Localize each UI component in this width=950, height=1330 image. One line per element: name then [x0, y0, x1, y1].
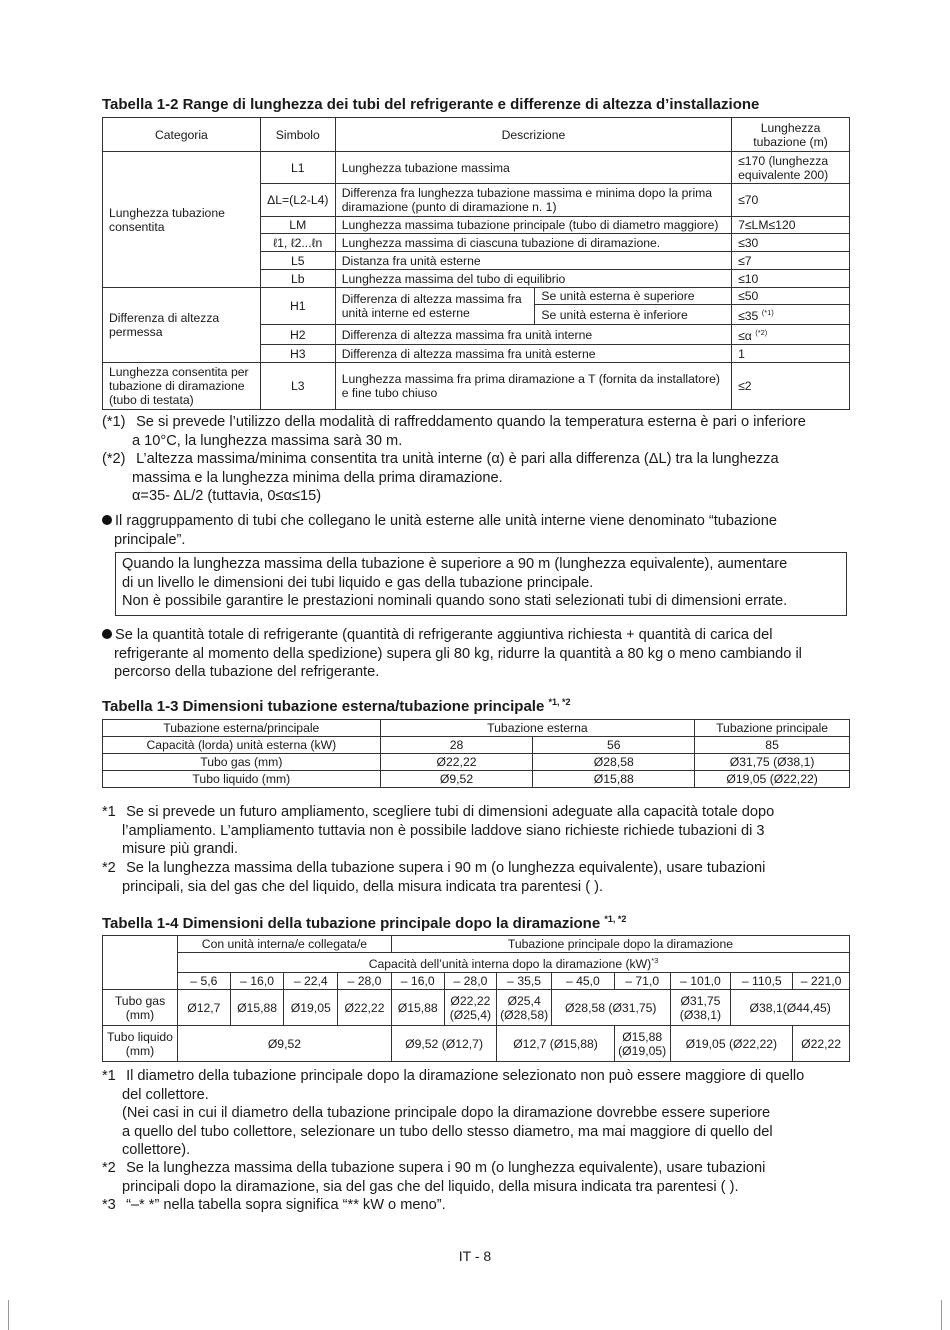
- category-cell: Differenza di altezza permessa: [103, 288, 261, 363]
- header-cell: Con unità interna/e collegata/e: [178, 936, 392, 953]
- table-cell: Ø9,52: [178, 1026, 392, 1062]
- header-descrizione: Descrizione: [335, 118, 731, 152]
- column-header: – 35,5: [497, 973, 552, 990]
- table-cell: Ø22,22 (Ø25,4): [444, 990, 497, 1026]
- category-cell: Lunghezza consentita per tubazione di diramazione (tubo di testata): [103, 363, 261, 410]
- description-cell: Differenza fra lunghezza tubazione massima e minima dopo la prima diramazione (punto di diramazione n. 1): [335, 184, 731, 217]
- row-label: Tubo gas (mm): [103, 990, 178, 1026]
- table-1-2: [102, 117, 850, 410]
- value-cell: ≤70: [732, 184, 850, 217]
- table-cell: Ø19,05 (Ø22,22): [670, 1026, 793, 1062]
- table-cell: Ø31,75 (Ø38,1): [695, 754, 850, 771]
- table-cell: Ø15,88: [230, 990, 284, 1026]
- empty-corner-cell: [103, 936, 178, 990]
- category-cell: Lunghezza tubazione consentita: [103, 152, 261, 288]
- row-label: Capacità (lorda) unità esterna (kW): [103, 737, 381, 754]
- value-cell: ≤170 (lunghezza equivalente 200): [732, 152, 850, 184]
- value-cell: ≤50: [732, 288, 850, 305]
- description-cell: Lunghezza tubazione massima: [335, 152, 731, 184]
- column-header: – 71,0: [614, 973, 670, 990]
- bullet-dot-icon: [102, 629, 112, 639]
- table-cell: 28: [380, 737, 533, 754]
- bullet-dot-icon: [102, 515, 112, 525]
- table-cell: Ø9,52 (Ø12,7): [391, 1026, 496, 1062]
- warning-box: Quando la lunghezza massima della tubazione è superiore a 90 m (lunghezza equivalente), aumentare di un livello le dimensioni dei tubi liquido e gas della tubazione principale. Non è possibile garantire le prestazioni nominali quando sono stati selezionati tubi di dimensioni errate.: [115, 552, 847, 616]
- symbol-cell: LM: [260, 217, 335, 234]
- table-cell: Ø25,4 (Ø28,58): [497, 990, 552, 1026]
- column-header: – 28,0: [444, 973, 497, 990]
- note-table-1-3-star-2: *2 Se la lunghezza massima della tubazione supera i 90 m (o lunghezza equivalente), usare tubazioni principali, sia del gas che del liquido, della misura indicata tra parentesi ( ).: [102, 860, 766, 895]
- column-header: – 45,0: [551, 973, 614, 990]
- table-1-4-title: Tabella 1-4 Dimensioni della tubazione principale dopo la diramazione $^{*1, *2}$: [102, 914, 627, 932]
- note-table-1-4-star-3: *3 “–* *” nella tabella sopra significa “** kW o meno”.: [102, 1197, 446, 1213]
- value-cell: ≤7: [732, 252, 850, 270]
- page-number: IT - 8: [458, 1248, 492, 1264]
- header-cell: Tubazione esterna: [380, 720, 695, 737]
- table-cell: Ø38,1(Ø44,45): [731, 990, 850, 1026]
- table-cell: Ø31,75 (Ø38,1): [670, 990, 731, 1026]
- note-star-2: (*2) L’altezza massima/minima consentita tra unità interne (α) è pari alla differenza (ΔL) tra la lunghezza massima e la lunghezza minima della prima diramazione. α=35- ΔL/2 (tuttavia, 0≤α≤15): [102, 451, 779, 504]
- symbol-cell: ℓ1, ℓ2...ℓn: [260, 234, 335, 252]
- header-lunghezza: Lunghezza tubazione (m): [732, 118, 850, 152]
- table-cell: Ø19,05: [284, 990, 338, 1026]
- note-table-1-3-star-1: *1 Se si prevede un futuro ampliamento, scegliere tubi di dimensioni adeguate alla capacità totale dopo l’ampliamento. L’ampliamento tuttavia non è possibile laddove siano richieste richiede tubazioni di 3 misure più grandi.: [102, 804, 775, 857]
- value-cell: ≤2: [732, 363, 850, 410]
- column-header: – 101,0: [670, 973, 731, 990]
- table-cell: Ø12,7 (Ø15,88): [497, 1026, 615, 1062]
- value-cell: ≤α $^{(*2)}$: [732, 325, 850, 345]
- note-table-1-4-star-2: *2 Se la lunghezza massima della tubazione supera i 90 m (o lunghezza equivalente), usare tubazioni principali dopo la diramazione, sia del gas che del liquido, della misura indicata tra parentesi ( ).: [102, 1160, 766, 1195]
- symbol-cell: ΔL=(L2-L4): [260, 184, 335, 217]
- value-cell: ≤35 $^{(*1)}$: [732, 305, 850, 325]
- description-cell: Distanza fra unità esterne: [335, 252, 731, 270]
- value-cell: 7≤LM≤120: [732, 217, 850, 234]
- table-cell: Ø22,22: [793, 1026, 850, 1062]
- table-cell: Ø28,58: [533, 754, 695, 771]
- row-label: Tubo gas (mm): [103, 754, 381, 771]
- description-cell: Differenza di altezza massima fra unità interne ed esterne: [335, 288, 535, 325]
- column-header: – 16,0: [391, 973, 444, 990]
- symbol-cell: L3: [260, 363, 335, 410]
- note-star-1: (*1) Se si prevede l’utilizzo della modalità di raffreddamento quando la temperatura esterna è pari o inferiore a 10°C, la lunghezza massima sarà 30 m.: [102, 414, 806, 449]
- column-header: – 28,0: [338, 973, 392, 990]
- symbol-cell: H3: [260, 345, 335, 363]
- header-cell: Tubazione principale: [695, 720, 850, 737]
- table-1-4: [102, 935, 850, 1062]
- header-cell: Tubazione esterna/principale: [103, 720, 381, 737]
- table-cell: 85: [695, 737, 850, 754]
- symbol-cell: Lb: [260, 270, 335, 288]
- description-cell: Lunghezza massima fra prima diramazione a T (fornita da installatore) e fine tubo chiuso: [335, 363, 731, 410]
- table-cell: Ø19,05 (Ø22,22): [695, 771, 850, 788]
- description-cell: Differenza di altezza massima fra unità interne: [335, 325, 731, 345]
- row-label: Tubo liquido (mm): [103, 771, 381, 788]
- description-cell: Lunghezza massima tubazione principale (tubo di diametro maggiore): [335, 217, 731, 234]
- symbol-cell: H1: [260, 288, 335, 325]
- table-1-3-title: Tabella 1-3 Dimensioni tubazione esterna/tubazione principale $^{*1, *2}$: [102, 697, 571, 715]
- description-cell: Differenza di altezza massima fra unità esterne: [335, 345, 731, 363]
- column-header: – 5,6: [178, 973, 231, 990]
- value-cell: ≤30: [732, 234, 850, 252]
- table-cell: Ø28,58 (Ø31,75): [551, 990, 670, 1026]
- table-cell: Ø15,88: [533, 771, 695, 788]
- crop-mark: [8, 1300, 9, 1330]
- symbol-cell: H2: [260, 325, 335, 345]
- table-cell: Ø12,7: [178, 990, 231, 1026]
- sub-description-cell: Se unità esterna è inferiore: [535, 305, 732, 325]
- row-label: Tubo liquido (mm): [103, 1026, 178, 1062]
- table-1-3: [102, 719, 850, 788]
- table-cell: Ø22,22: [380, 754, 533, 771]
- symbol-cell: L5: [260, 252, 335, 270]
- description-cell: Lunghezza massima del tubo di equilibrio: [335, 270, 731, 288]
- note-table-1-4-star-1: *1 Il diametro della tubazione principale dopo la diramazione selezionato non può essere maggiore di quello del collettore. (Nei casi in cui il diametro della tubazione principale dopo la diramazione dovrebbe essere superiore a quello del tubo collettore, selezionare un tubo dello stesso diametro, ma mai maggiore di quello del collettore).: [102, 1068, 805, 1158]
- crop-mark: [941, 1300, 942, 1330]
- column-header: – 221,0: [793, 973, 850, 990]
- value-cell: 1: [732, 345, 850, 363]
- bullet-main-piping: Il raggruppamento di tubi che collegano le unità esterne alle unità interne viene denominato “tubazione principale”.: [102, 512, 852, 549]
- header-cell: Tubazione principale dopo la diramazione: [391, 936, 849, 953]
- column-header: – 16,0: [230, 973, 284, 990]
- header-simbolo: Simbolo: [260, 118, 335, 152]
- symbol-cell: L1: [260, 152, 335, 184]
- header-categoria: Categoria: [103, 118, 261, 152]
- column-header: – 110,5: [731, 973, 793, 990]
- table-cell: Ø15,88 (Ø19,05): [614, 1026, 670, 1062]
- value-cell: ≤10: [732, 270, 850, 288]
- table-cell: 56: [533, 737, 695, 754]
- table-cell: Ø15,88: [391, 990, 444, 1026]
- header-cell: Capacità dell’unità interna dopo la diramazione (kW)$^{*3}$: [178, 953, 850, 973]
- bullet-refrigerant-quantity: Se la quantità totale di refrigerante (quantità di refrigerante aggiuntiva richiesta + quantità di carica del refrigerante al momento della spedizione) supera gli 80 kg, ridurre la quantità a 80 kg o meno cambiando il percorso della tubazione del refrigerante.: [102, 626, 852, 682]
- column-header: – 22,4: [284, 973, 338, 990]
- description-cell: Lunghezza massima di ciascuna tubazione di diramazione.: [335, 234, 731, 252]
- table-cell: Ø9,52: [380, 771, 533, 788]
- sub-description-cell: Se unità esterna è superiore: [535, 288, 732, 305]
- table-cell: Ø22,22: [338, 990, 392, 1026]
- table-1-2-title: Tabella 1-2 Range di lunghezza dei tubi del refrigerante e differenze di altezza d’installazione: [102, 96, 760, 113]
